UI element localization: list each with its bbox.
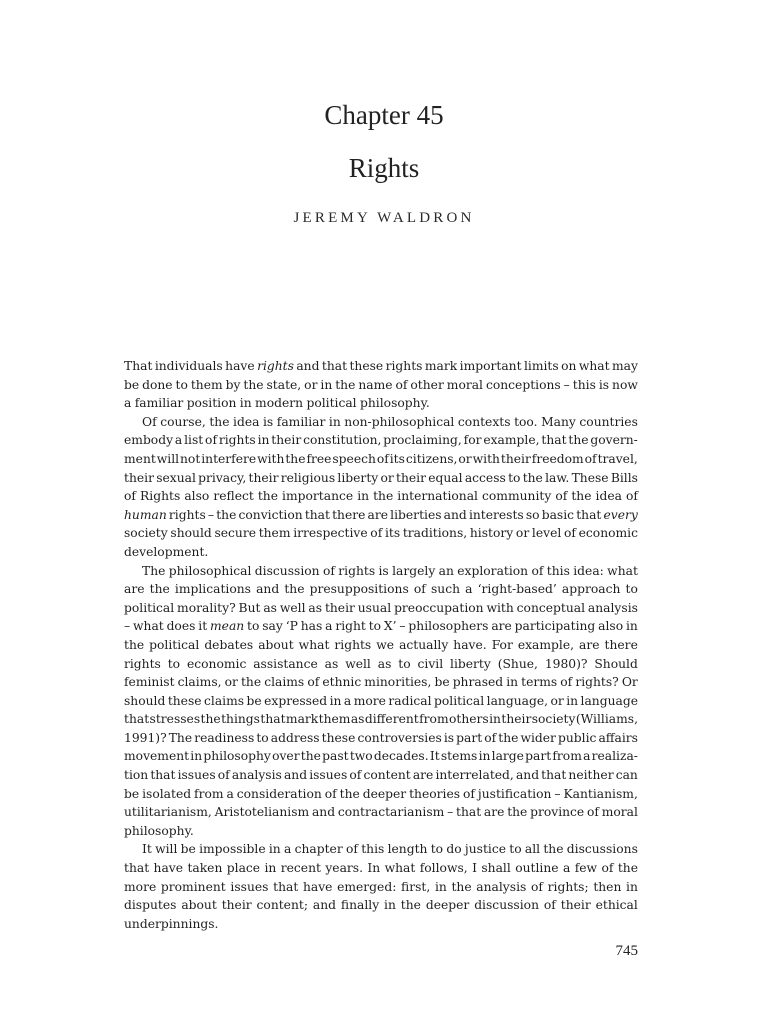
text-line: their sexual privacy, their religious liberty or their equal access to the law. These Bills (124, 470, 638, 485)
text-line: philosophy. (124, 823, 194, 838)
text-line: Of course, the idea is familiar in non-philosophical contexts too. Many countries (142, 414, 638, 429)
page-number: 745 (615, 943, 638, 959)
text-line: It will be impossible in a chapter of this length to do justice to all the discussions (142, 842, 638, 857)
text-line: – what does it mean to say ‘P has a right to X’ – philosophers are participating also in (124, 619, 638, 634)
text-line: society should secure them irrespective of its traditions, history or level of economic (124, 526, 638, 541)
text-line: of Rights also reflect the importance in the international community of the idea of (124, 489, 638, 504)
text-line: The philosophical discussion of rights is largely an exploration of this idea: what (142, 563, 638, 578)
text-line: ment will not interfere with the free speech of its citizens, or with their freedom of travel, (124, 451, 638, 466)
chapter-title: Rights (348, 153, 420, 183)
text-line: the political debates about what rights we actually have. For example, are there (124, 637, 638, 652)
text-line: 1991)? The readiness to address these controversies is part of the wider public affairs (124, 730, 638, 745)
text-line: more prominent issues that have emerged: first, in the analysis of rights; then in (124, 879, 638, 894)
text-line: should these claims be expressed in a more radical political language, or in language (124, 693, 638, 708)
text-line: are the implications and the presuppositions of such a ‘right-based’ approach to (124, 582, 638, 597)
text-line: rights to economic assistance as well as to civil liberty (Shue, 1980)? Should (124, 656, 638, 671)
text-line: a familiar position in modern political philosophy. (124, 396, 430, 411)
text-line: disputes about their content; and finally in the deeper discussion of their ethical (124, 898, 638, 913)
text-line: be done to them by the state, or in the name of other moral conceptions – this is now (124, 377, 638, 392)
text-line: tion that issues of analysis and issues of content are interrelated, and that neither can (124, 768, 638, 783)
text-line: underpinnings. (124, 916, 219, 931)
text-line: embody a list of rights in their constitution, proclaiming, for example, that the govern- (124, 433, 638, 448)
text-line: utilitarianism, Aristotelianism and contractarianism – that are the province of moral (124, 805, 638, 820)
text-line: feminist claims, or the claims of ethnic minorities, be phrased in terms of rights? Or (124, 675, 638, 690)
text-line: be isolated from a consideration of the deeper theories of justification – Kantianism, (124, 786, 638, 801)
text-line: political morality? But as well as their usual preoccupation with conceptual analysis (124, 600, 638, 615)
text-line: movement in philosophy over the past two decades. It stems in large part from a realiza- (124, 749, 638, 764)
chapter-number: Chapter 45 (324, 100, 444, 130)
text-line: That individuals have rights and that these rights mark important limits on what may (124, 359, 638, 373)
chapter-author: JEREMY WALDRON (293, 210, 475, 226)
text-line: development. (124, 544, 209, 559)
text-line: that stresses the things that mark them as different from others in their society (Williams, (124, 712, 638, 727)
body-text (124, 357, 638, 933)
text-line: that have taken place in recent years. In what follows, I shall outline a few of the (124, 861, 638, 876)
text-line: human rights – the conviction that there are liberties and interests so basic that every (124, 507, 638, 522)
